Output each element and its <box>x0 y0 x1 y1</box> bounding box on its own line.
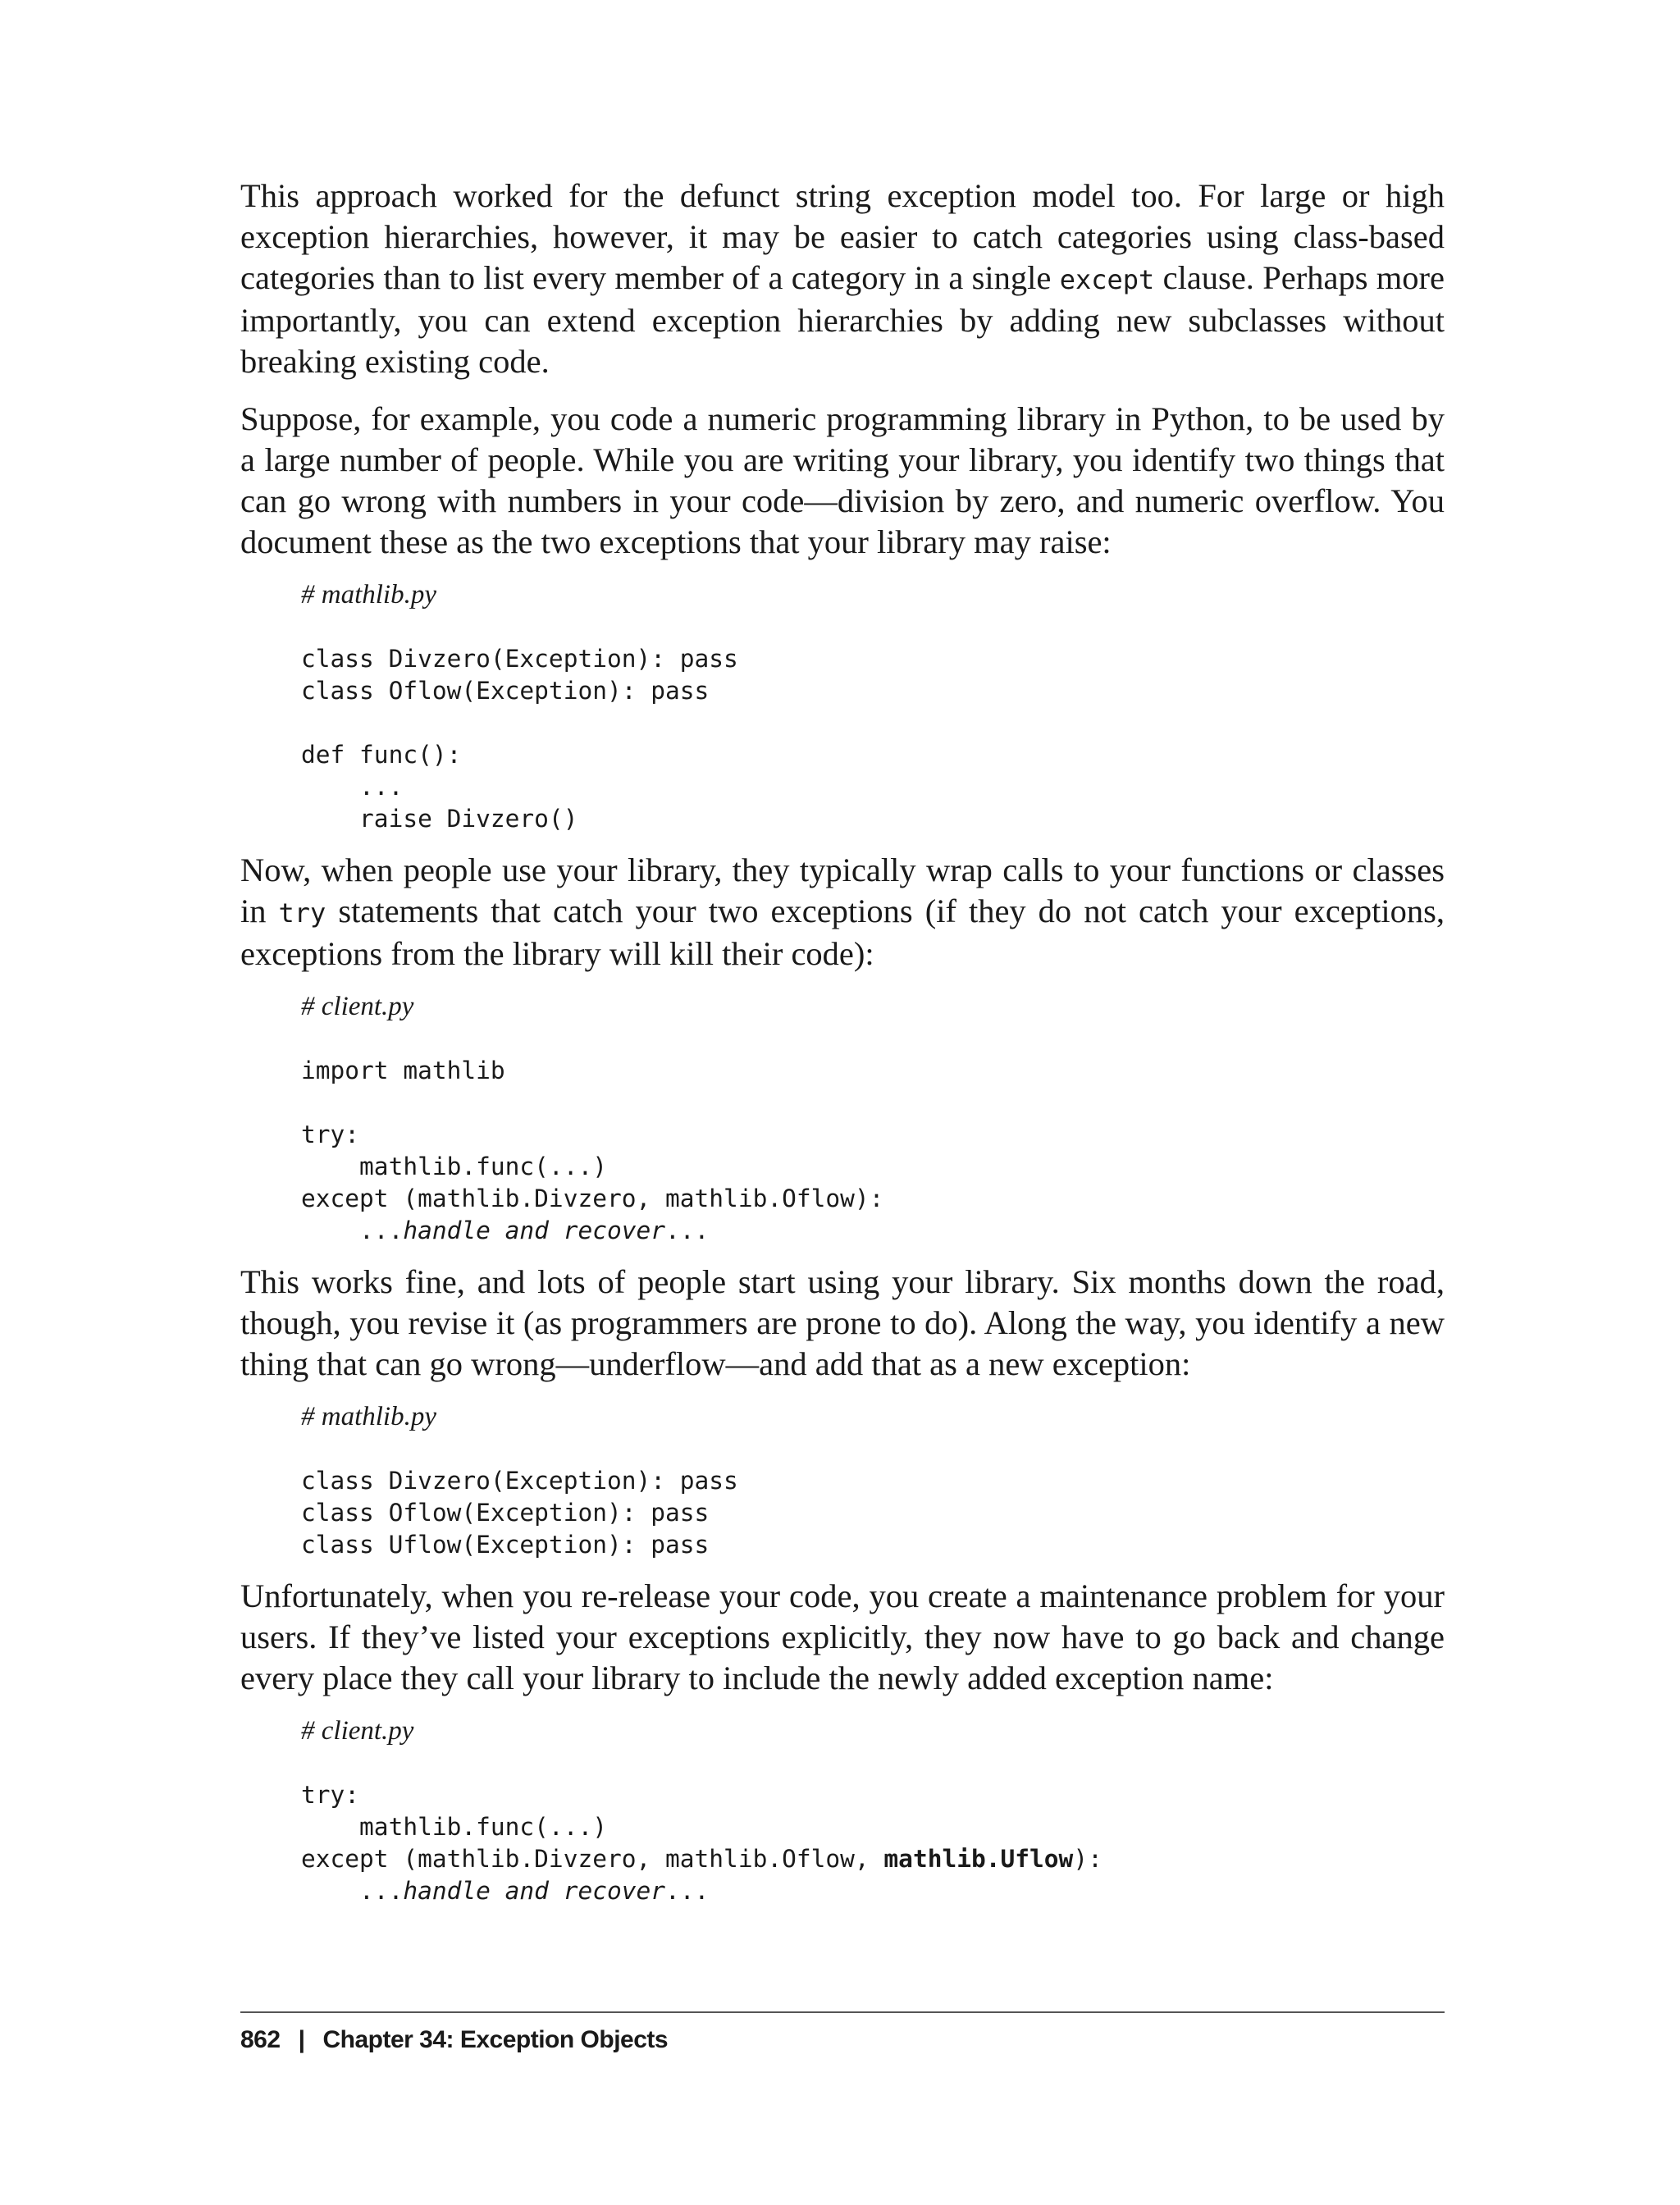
footer-separator: | <box>298 2026 305 2053</box>
code-block-client-1: # client.py import mathlib try: mathlib.func(...) except (mathlib.Divzero, mathlib.Oflow): ...handle and recover... <box>301 992 884 1244</box>
code-comment: # mathlib.py <box>301 580 436 609</box>
code-block-mathlib-2: # mathlib.py class Divzero(Exception): pass class Oflow(Exception): pass class Uflow(Exception): pass <box>301 1402 738 1559</box>
code-comment: # mathlib.py <box>301 1402 436 1431</box>
code-block-mathlib-1: # mathlib.py class Divzero(Exception): pass class Oflow(Exception): pass def func(): ... raise Divzero() <box>301 580 738 833</box>
chapter-title: Chapter 34: Exception Objects <box>322 2026 669 2053</box>
page-number: 862 <box>240 2026 281 2053</box>
paragraph-4: This works fine, and lots of people start using your library. Six months down the road, though, you revise it (as programmers are prone to do). Along the way, you identify a new thing that can go wrong—underflow—and add that as a new exception: <box>240 1263 1445 1382</box>
code-comment: # client.py <box>301 1716 414 1746</box>
paragraph-1: This approach worked for the defunct string exception model too. For large or high exception hierarchies, however, it may be easier to catch categories using class-based categories than to list every member of a category in a single except clause. Perhaps more importantly, you can extend exception hierarchies by adding new subclasses without breaking existing code. <box>240 177 1445 380</box>
page-body <box>240 176 1445 1922</box>
code-block-client-2: # client.py try: mathlib.func(...) except (mathlib.Divzero, mathlib.Oflow, mathlib.Uflow): ...handle and recover... <box>301 1716 1102 1905</box>
inline-code-try: try <box>278 897 326 929</box>
code-comment: # client.py <box>301 992 414 1021</box>
paragraph-3: Now, when people use your library, they typically wrap calls to your functions or classes in try statements that catch your two exceptions (if they do not catch your exceptions, exceptions from the library will kill their code): <box>240 851 1445 972</box>
paragraph-5: Unfortunately, when you re-release your code, you create a maintenance problem for your users. If they’ve listed your exceptions explicitly, they now have to go back and change every place they call your library to include the newly added exception name: <box>240 1577 1445 1696</box>
page-footer <box>240 2011 1445 2054</box>
inline-code-except: except <box>1059 264 1155 295</box>
paragraph-2: Suppose, for example, you code a numeric programming library in Python, to be used by a large number of people. While you are writing your library, you identify two things that can go wrong with numbers in your code—division by zero, and numeric overflow. You document these as the two exceptions that your library may raise: <box>240 400 1445 560</box>
